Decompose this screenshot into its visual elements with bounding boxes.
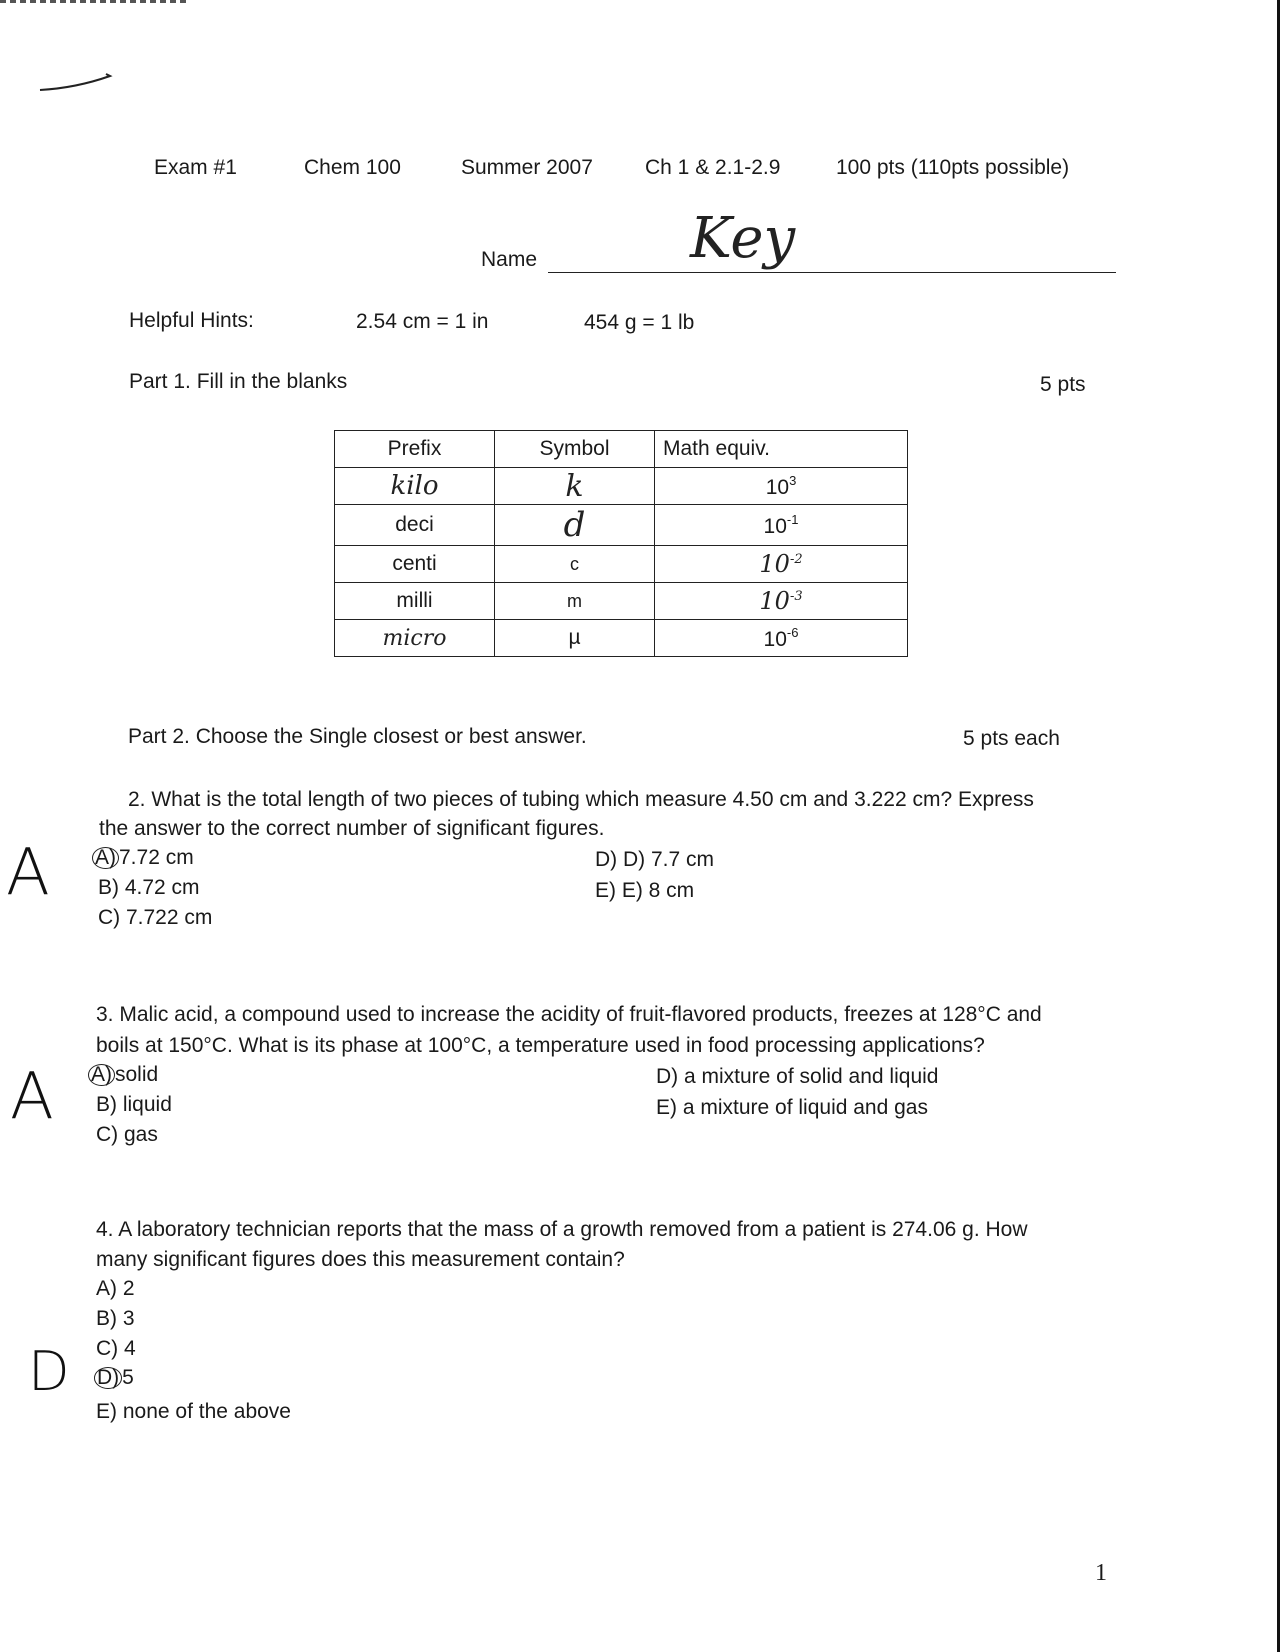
q2-choice-d: D) D) 7.7 cm (595, 848, 715, 871)
table-row (335, 583, 908, 620)
grade-mark-q4: D (28, 1340, 70, 1403)
answer-circle: A) (88, 1064, 115, 1086)
q3-text-line1: 3. Malic acid, a compound used to increase the acidity of fruit-flavored products, freezes at 128°C and (96, 1003, 1042, 1026)
math-cell (655, 468, 908, 505)
q3-choice-e: E) a mixture of liquid and gas (656, 1096, 928, 1119)
math-cell (655, 546, 908, 583)
q2-choice-e: E) E) 8 cm (595, 879, 695, 902)
math-base: 10 (763, 514, 787, 538)
table-row (335, 620, 908, 657)
table-row (335, 505, 908, 546)
part2-title: Part 2. Choose the Single closest or best answer. (128, 725, 587, 748)
q3-choice-d: D) a mixture of solid and liquid (656, 1065, 939, 1088)
math-exponent: 3 (789, 472, 797, 488)
prefix-cell: deci (335, 505, 495, 546)
answer-circle: D) (94, 1367, 122, 1389)
choice-text: 7.72 cm (119, 846, 194, 869)
header-prefix: Prefix (335, 431, 495, 468)
pen-mark-stroke (36, 66, 116, 96)
symbol-cell: c (495, 546, 655, 583)
hints-label: Helpful Hints: (129, 309, 254, 332)
scan-top-mark (0, 0, 190, 3)
part1-points: 5 pts (1040, 373, 1086, 396)
math-exponent: -2 (789, 552, 803, 567)
total-points: 100 pts (110pts possible) (836, 156, 1070, 179)
prefix-cell: kilo (335, 468, 495, 505)
table-header-row (335, 431, 908, 468)
math-base: 10 (759, 587, 790, 615)
q2-choice-a (92, 846, 194, 870)
q3-choice-a (88, 1063, 158, 1087)
q4-text-line1: 4. A laboratory technician reports that the mass of a growth removed from a patient is 274.06 g. How (96, 1218, 1028, 1241)
math-cell (655, 583, 908, 620)
hint-g-lb: 454 g = 1 lb (584, 311, 695, 334)
q3-choice-c: C) gas (96, 1123, 158, 1146)
course-name: Chem 100 (304, 156, 401, 179)
q4-choice-a: A) 2 (96, 1277, 135, 1300)
math-cell (655, 505, 908, 546)
math-base: 10 (763, 627, 787, 651)
answer-circle: A) (92, 847, 119, 869)
chapter-range: Ch 1 & 2.1-2.9 (645, 156, 781, 179)
math-exponent: -3 (789, 589, 803, 604)
symbol-cell: k (495, 468, 655, 505)
choice-text: solid (115, 1063, 159, 1086)
choice-text: 5 (122, 1366, 134, 1389)
prefix-cell: micro (335, 620, 495, 657)
q4-text-line2: many significant figures does this measurement contain? (96, 1248, 625, 1271)
q2-text-line2: the answer to the correct number of significant figures. (99, 817, 605, 840)
q3-choice-b: B) liquid (96, 1093, 172, 1116)
symbol-cell: µ (495, 620, 655, 657)
header-symbol: Symbol (495, 431, 655, 468)
header-math-equiv: Math equiv. (655, 431, 908, 468)
table-row (335, 468, 908, 505)
prefix-table (334, 430, 908, 657)
page-number: 1 (1095, 1560, 1107, 1586)
grade-mark-q3: A (10, 1060, 54, 1134)
table-row (335, 546, 908, 583)
exam-term: Summer 2007 (461, 156, 593, 179)
name-underline (548, 272, 1116, 273)
prefix-cell: centi (335, 546, 495, 583)
math-base: 10 (765, 475, 790, 499)
part1-title: Part 1. Fill in the blanks (129, 370, 348, 393)
part2-points: 5 pts each (963, 727, 1060, 750)
q4-choice-d (94, 1366, 134, 1390)
q2-choice-b: B) 4.72 cm (98, 876, 200, 899)
q4-choice-b: B) 3 (96, 1307, 135, 1330)
q2-text-line1: 2. What is the total length of two pieces of tubing which measure 4.50 cm and 3.222 cm? Express (128, 788, 1034, 811)
symbol-cell: m (495, 583, 655, 620)
math-base: 10 (759, 550, 790, 578)
symbol-cell: d (495, 505, 655, 546)
exam-number: Exam #1 (154, 156, 237, 179)
grade-mark-q2: A (6, 836, 50, 910)
name-label: Name (481, 248, 538, 271)
math-exponent: -1 (786, 511, 799, 527)
math-cell (655, 620, 908, 657)
hint-cm-in: 2.54 cm = 1 in (356, 310, 489, 333)
math-exponent: -6 (786, 624, 799, 640)
q4-choice-e: E) none of the above (96, 1400, 291, 1423)
prefix-cell: milli (335, 583, 495, 620)
handwritten-name: Key (690, 206, 796, 271)
q3-text-line2: boils at 150°C. What is its phase at 100°C, a temperature used in food processing applications? (96, 1034, 985, 1057)
q2-choice-c: C) 7.722 cm (98, 906, 213, 929)
q4-choice-c: C) 4 (96, 1337, 136, 1360)
